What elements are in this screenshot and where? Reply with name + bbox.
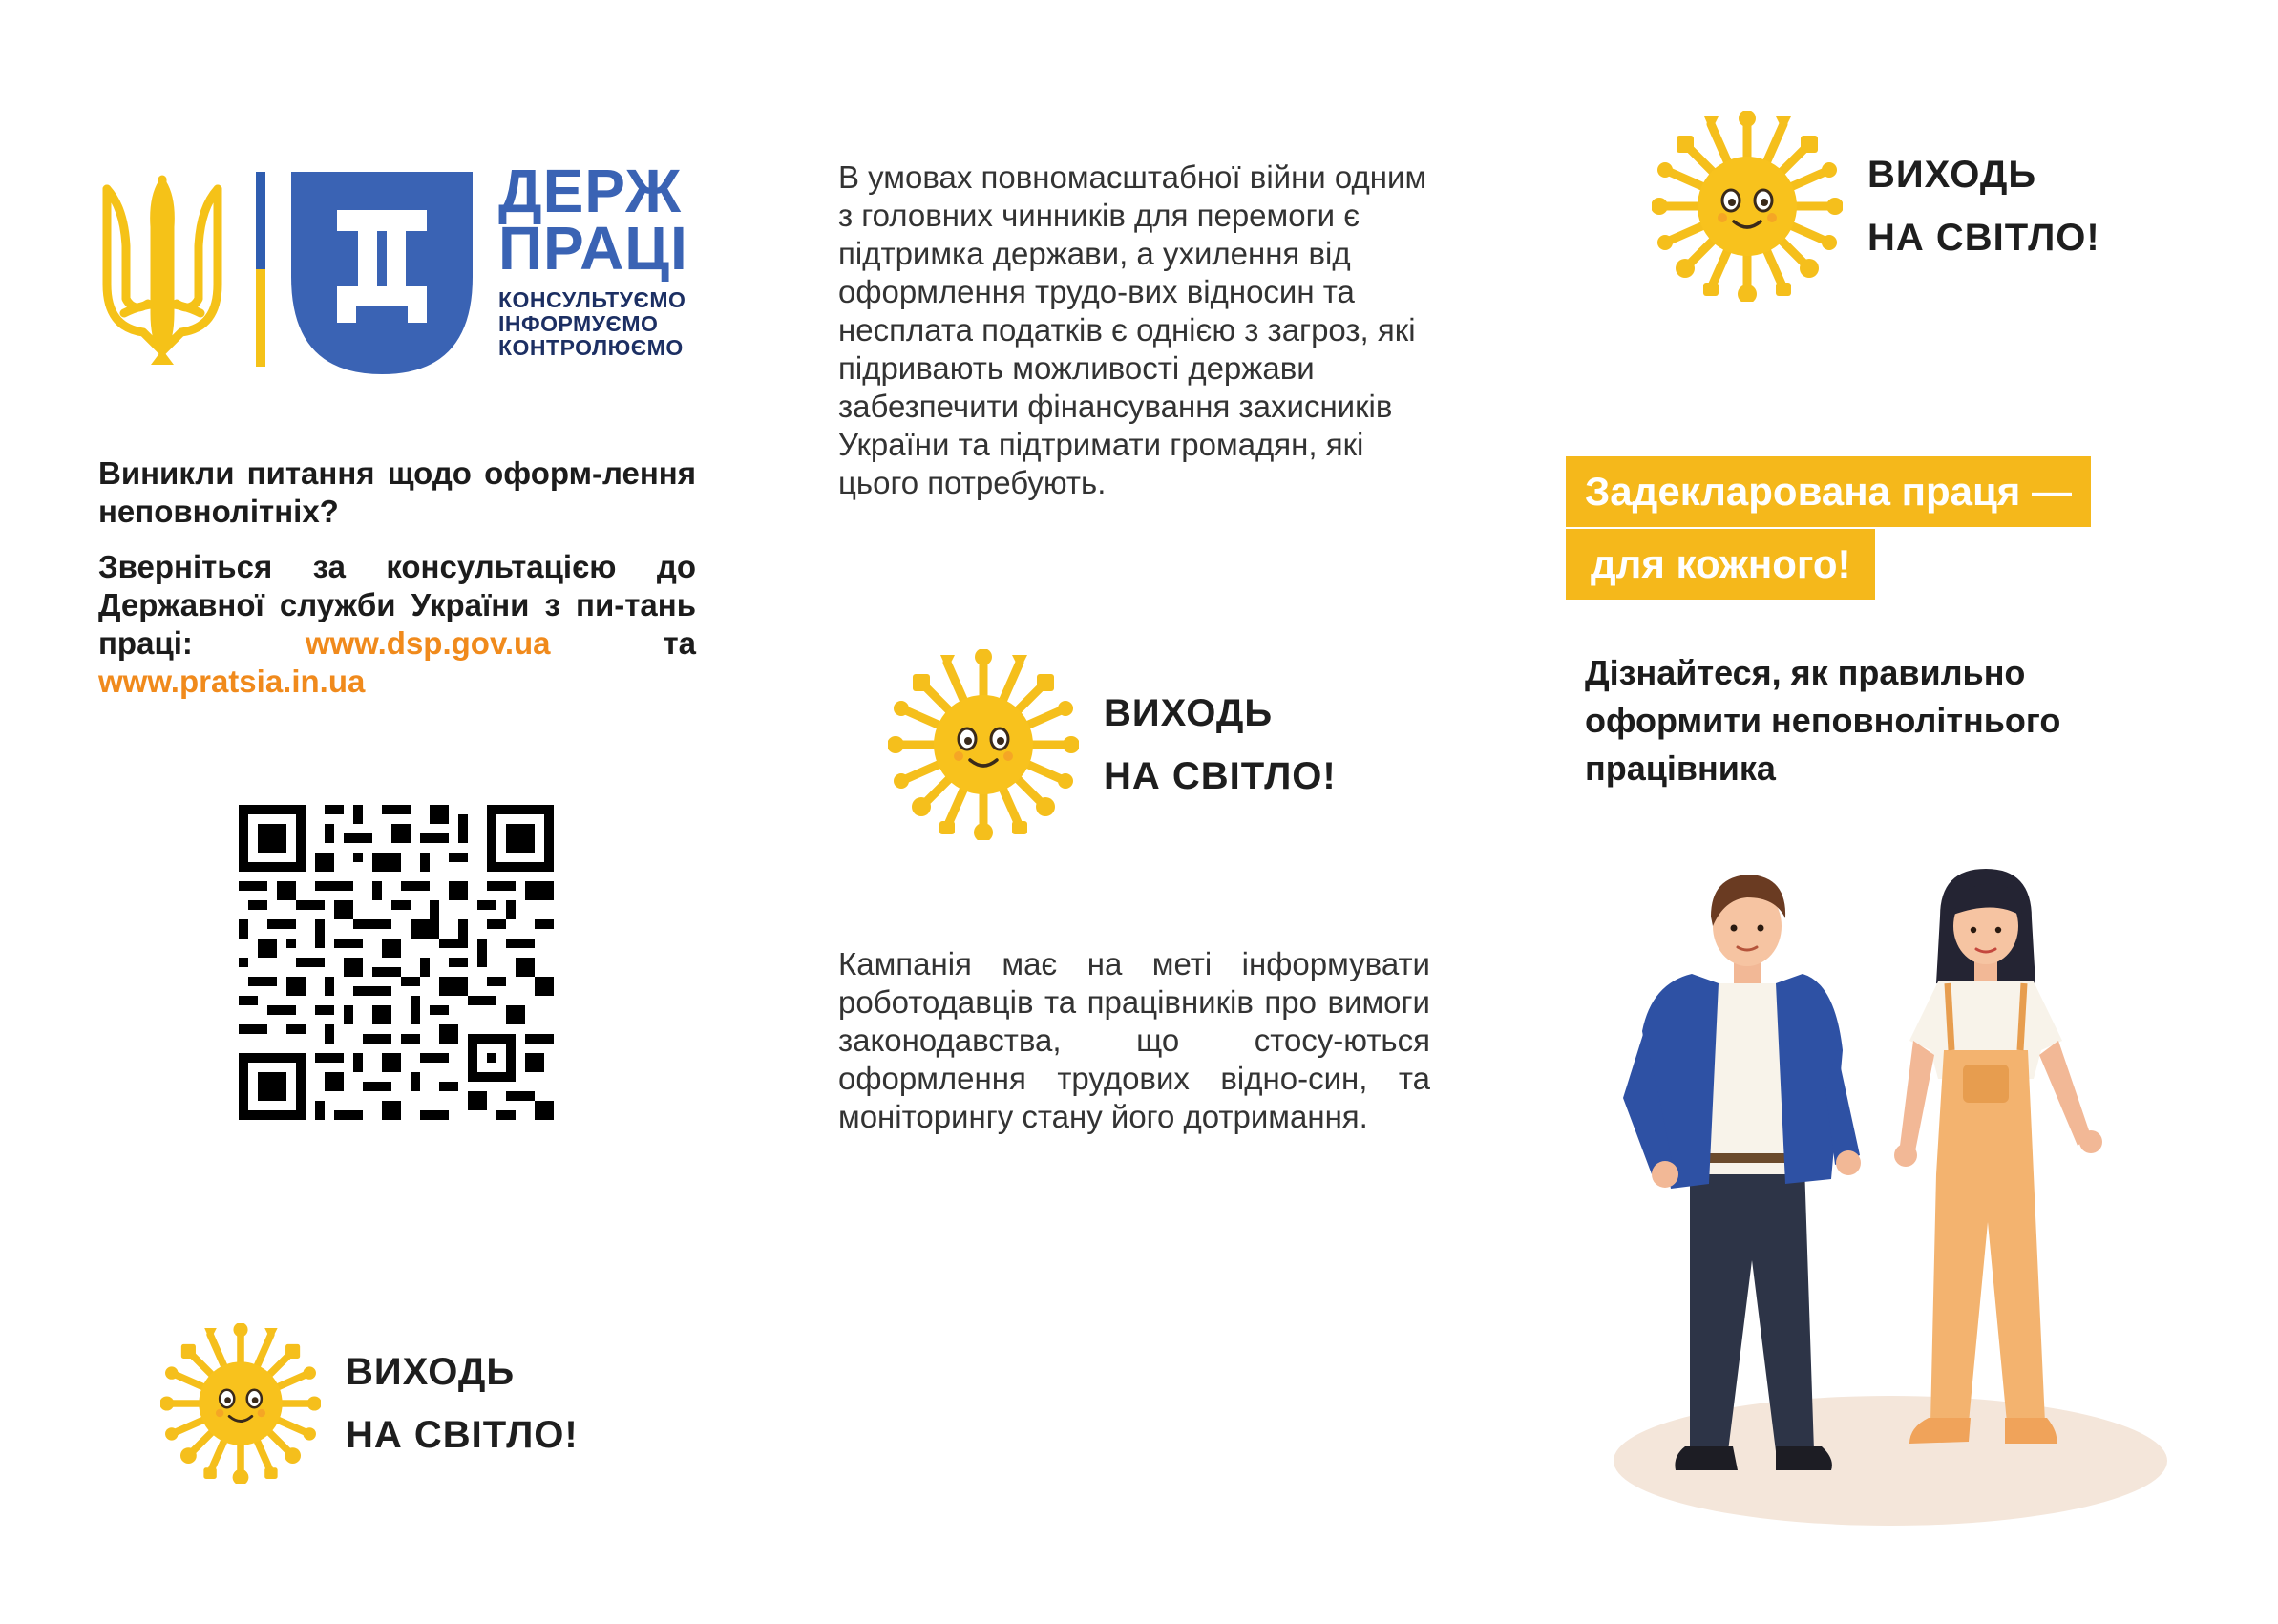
young-workers-illustration bbox=[1585, 859, 2177, 1528]
campaign-logo-bottom bbox=[160, 1323, 579, 1484]
link-pratsia[interactable]: www.pratsia.in.ua bbox=[98, 664, 366, 699]
campaign-logo-line-2: НА СВІТЛО! bbox=[1867, 217, 2100, 259]
trident-emblem-icon bbox=[95, 170, 229, 370]
link-dsp[interactable]: www.dsp.gov.ua bbox=[305, 625, 551, 661]
brand-slogan-3: КОНТРОЛЮЄМО bbox=[498, 335, 684, 360]
brand-slogan-2: ІНФОРМУЄМО bbox=[498, 311, 659, 336]
campaign-logo-line-1: ВИХОДЬ bbox=[346, 1351, 516, 1393]
campaign-logo-top bbox=[1652, 111, 2100, 302]
intro-paragraph: В умовах повномасштабної війни одним з головних чинників для перемоги є підтримка держави, а ухилення від оформлення трудо-вих відносин та несплата податків є однією з загроз, які підривають можливості держави забезпечити фінансування захисників України та підтримати громадян, які цього потребують. bbox=[838, 159, 1427, 500]
brand-wordmark bbox=[498, 157, 688, 360]
cover-subtitle: Дізнайтеся, як правильно оформити неповнолітнього працівника bbox=[1585, 653, 2061, 788]
sun-mascot-icon bbox=[160, 1323, 321, 1484]
headline-line-2: для кожного! bbox=[1566, 529, 1875, 600]
campaign-logo-line-1: ВИХОДЬ bbox=[1104, 692, 1274, 734]
campaign-paragraph: Кампанія має на меті інформувати роботодавців та працівників про вимоги законодавства, що стосу-ються оформлення трудових відно-син, та моніторингу стану його дотримання. bbox=[838, 946, 1430, 1134]
campaign-logo-line-2: НА СВІТЛО! bbox=[1104, 755, 1337, 797]
contact-appeal bbox=[98, 548, 696, 701]
campaign-logo-line-2: НА СВІТЛО! bbox=[346, 1414, 579, 1456]
brand-slogan-1: КОНСУЛЬТУЄМО bbox=[498, 287, 686, 312]
derzhpratsi-shield-icon bbox=[291, 172, 473, 374]
brand-line-1: ДЕРЖ bbox=[498, 157, 682, 225]
campaign-logo-middle bbox=[888, 649, 1337, 840]
sun-mascot-icon bbox=[1652, 111, 1843, 302]
contact-block bbox=[98, 454, 696, 718]
headline-line-1: Задекларована праця — bbox=[1566, 456, 2091, 527]
contact-conj: та bbox=[663, 625, 696, 661]
contact-appeal-text: Зверніться за консультацією до Державної служби України з пи-тань праці: bbox=[98, 549, 696, 661]
brand-line-2: ПРАЦІ bbox=[498, 214, 688, 283]
flag-divider bbox=[256, 172, 265, 367]
contact-question: Виникли питання щодо оформ-лення неповнолітніх? bbox=[98, 455, 696, 529]
campaign-logo-line-1: ВИХОДЬ bbox=[1867, 154, 2037, 196]
qr-code[interactable] bbox=[239, 805, 554, 1120]
sun-mascot-icon bbox=[888, 649, 1079, 840]
